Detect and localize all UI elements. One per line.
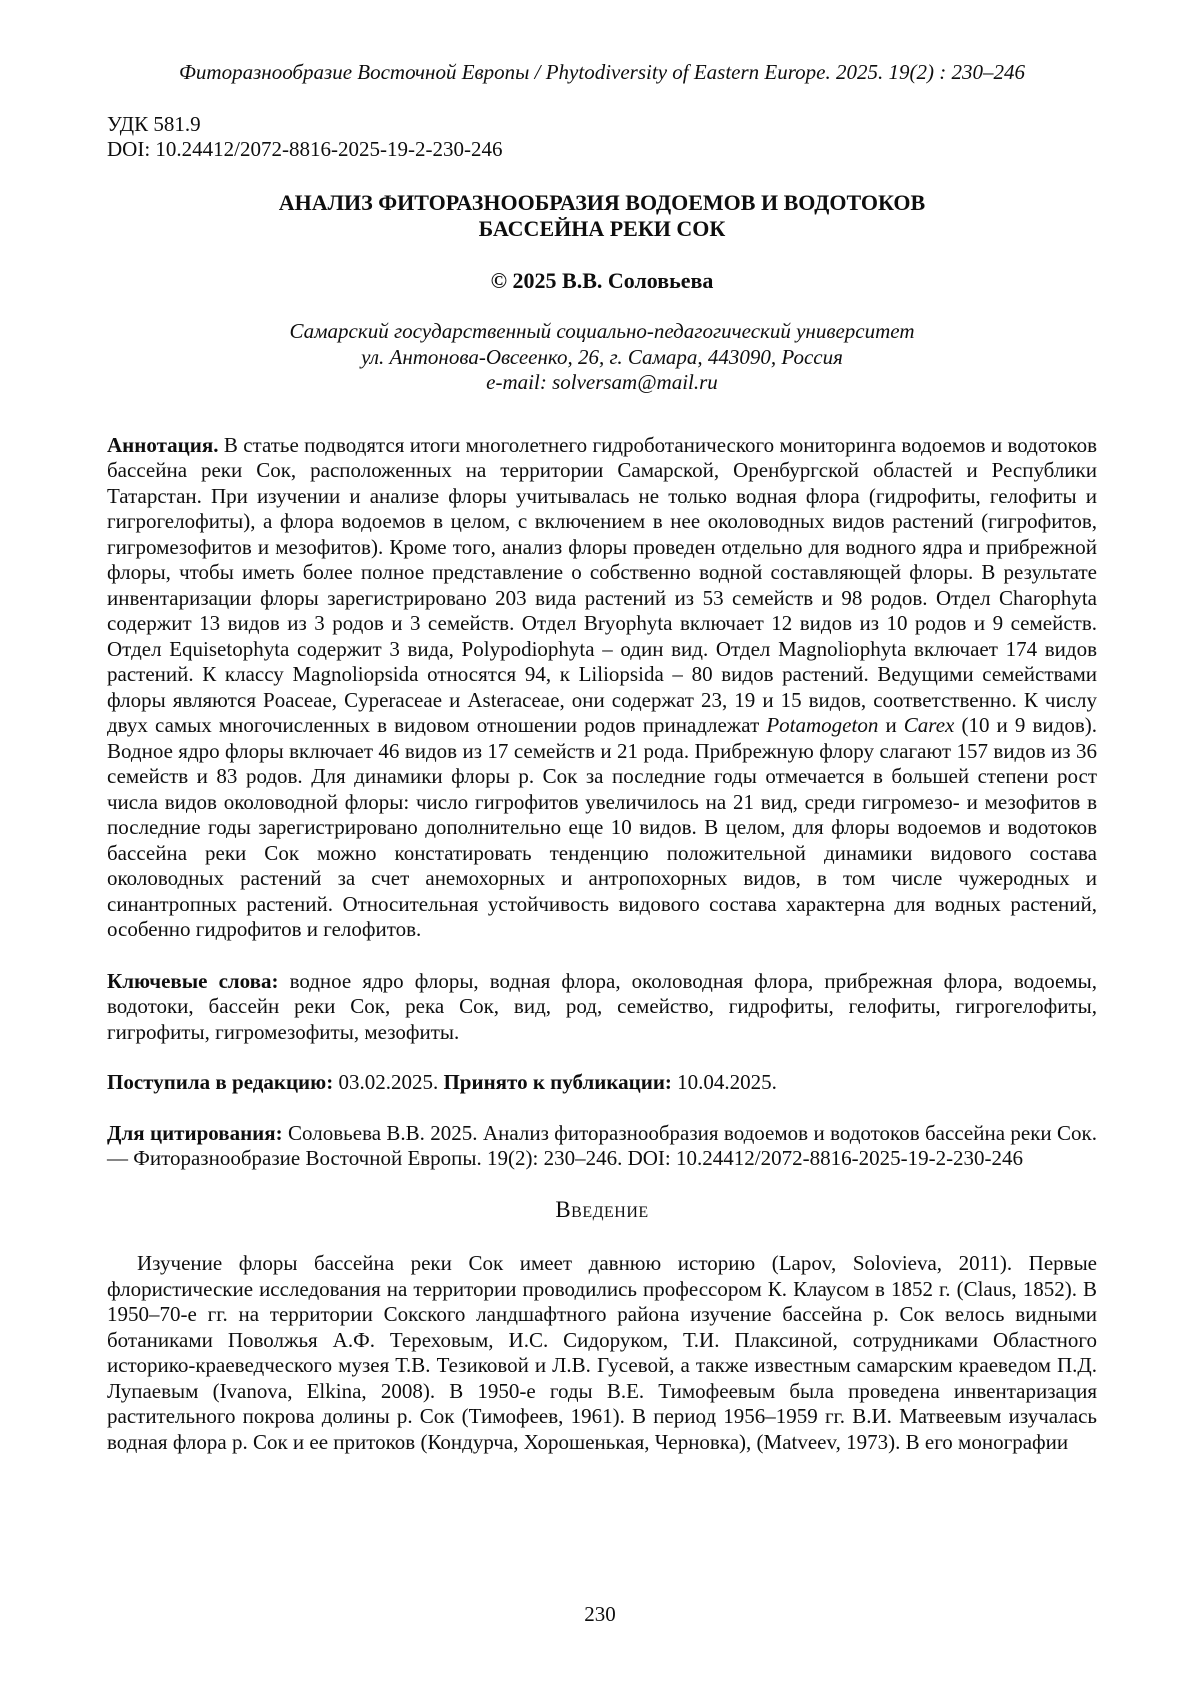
article-title-line1: АНАЛИЗ ФИТОРАЗНООБРАЗИЯ ВОДОЕМОВ И ВОДОТОКОВ	[278, 189, 926, 215]
udk-code: УДК 581.9	[107, 111, 201, 136]
received-accepted-line: Поступила в редакцию: 03.02.2025. Принято к публикации: 10.04.2025.	[107, 1070, 777, 1094]
affiliation-address: ул. Антонова-Овсеенко, 26, г. Самара, 443090, Россия	[361, 344, 843, 369]
abstract-paragraph: Аннотация. В статье подводятся итоги многолетнего гидроботанического мониторинга водоемов и водотоков бассейна реки Сок, расположенных на территории Самарской, Оренбургской областей и Республики Татарстан. При изучении и анализе флоры учитывалась не только водная флора (гидрофиты, гелофиты и гигрогелофиты), а флора водоемов в целом, с включением в нее околоводных видов растений (гигрофитов, гигромезофитов и мезофитов). Кроме того, анализ флоры проведен отдельно для водного ядра и прибрежной флоры, чтобы иметь более полное представление о собственно водной составляющей флоры. В результате инвентаризации флоры зарегистрировано 203 вида растений из 53 семейств и 98 родов. Отдел Charophyta содержит 13 видов из 3 родов и 3 семейств. Отдел Bryophyta включает 12 видов из 10 родов и 9 семейств. Отдел Equisetophyta содержит 3 вида, Polypodiophyta – один вид. Отдел Magnoliophyta включает 174 видов растений. К классу Magnoliopsida относятся 94, к Liliopsida – 80 видов растений. Ведущими семействами флоры являются Poaceae, Cyperaceae и Asteraceae, они содержат 23, 19 и 15 видов, соответственно. К числу двух самых многочисленных в видовом отношении родов принадлежат Potamogeton и Carex (10 и 9 видов). Водное ядро флоры включает 46 видов из 17 семейств и 21 рода. Прибрежную флору слагают 157 видов из 36 семейств и 83 родов. Для динамики флоры р. Сок за последние годы отмечается в большей степени рост числа видов околоводной флоры: число гигрофитов увеличилось на 21 вид, среди гигромезо- и мезофитов в последние годы зарегистрировано дополнительно еще 10 видов. В целом, для флоры водоемов и водотоков бассейна реки Сок можно констатировать тенденцию положительной динамики видового состава околоводных растений за счет анемохорных и антропохорных видов, в том числе чужеродных и синантропных растений. Относительная устойчивость видового состава характерна для водных растений, особенно гидрофитов и гелофитов.	[107, 432, 1097, 941]
keywords-paragraph: Ключевые слова: водное ядро флоры, водная флора, околоводная флора, прибрежная флора, водоемы, водотоки, бассейн реки Сок, река Сок, вид, род, семейство, гидрофиты, гелофиты, гигрогелофиты, гигрофиты, гигромезофиты, мезофиты.	[107, 968, 1097, 1044]
section-heading-introduction: Введение	[555, 1196, 649, 1222]
introduction-paragraph: Изучение флоры бассейна реки Сок имеет давнюю историю (Lapov, Solovieva, 2011). Первые флористические исследования на территории проводились профессором К. Клаусом в 1852 г. (Claus, 1852). В 1950–70-е гг. на территории Сокского ландшафтного района изучение бассейна р. Сок велось видными ботаниками Поволжья А.Ф. Тереховым, И.С. Сидоруком, Т.И. Плаксиной, сотрудниками Областного историко-краеведческого музея Т.В. Тезиковой и Л.В. Гусевой, а также известным самарским краеведом П.Д. Лупаевым (Ivanova, Elkina, 2008). В 1950-е годы В.Е. Тимофеевым была проведена инвентаризация растительного покрова долины р. Сок (Тимофеев, 1961). В период 1956–1959 гг. В.И. Матвеевым изучалась водная флора р. Сок и ее притоков (Кондурча, Хорошенькая, Черновка), (Matveev, 1973). В его монографии	[107, 1251, 1097, 1454]
article-title	[107, 190, 1097, 242]
article-identifiers	[107, 112, 1097, 163]
affiliation-institution: Самарский государственный социально-педагогический университет	[289, 319, 915, 343]
doi-line: DOI: 10.24412/2072-8816-2025-19-2-230-246	[107, 137, 503, 161]
journal-running-head: Фиторазнообразие Восточной Европы / Phytodiversity of Eastern Europe. 2025. 19(2) : 230–246	[179, 60, 1025, 84]
affiliation-email: e-mail: solversam@mail.ru	[486, 370, 718, 394]
author-affiliation	[107, 319, 1097, 396]
citation-paragraph: Для цитирования: Соловьева В.В. 2025. Анализ фиторазнообразия водоемов и водотоков бассейна реки Сок. — Фиторазнообразие Восточной Европы. 19(2): 230–246. DOI: 10.24412/2072-8816-2025-19-2-230-246	[107, 1120, 1098, 1170]
page-number: 230	[584, 1601, 616, 1626]
author-copyright-line: © 2025 В.В. Соловьева	[490, 267, 714, 293]
article-title-line2: БАССЕЙНА РЕКИ СОК	[478, 215, 726, 241]
